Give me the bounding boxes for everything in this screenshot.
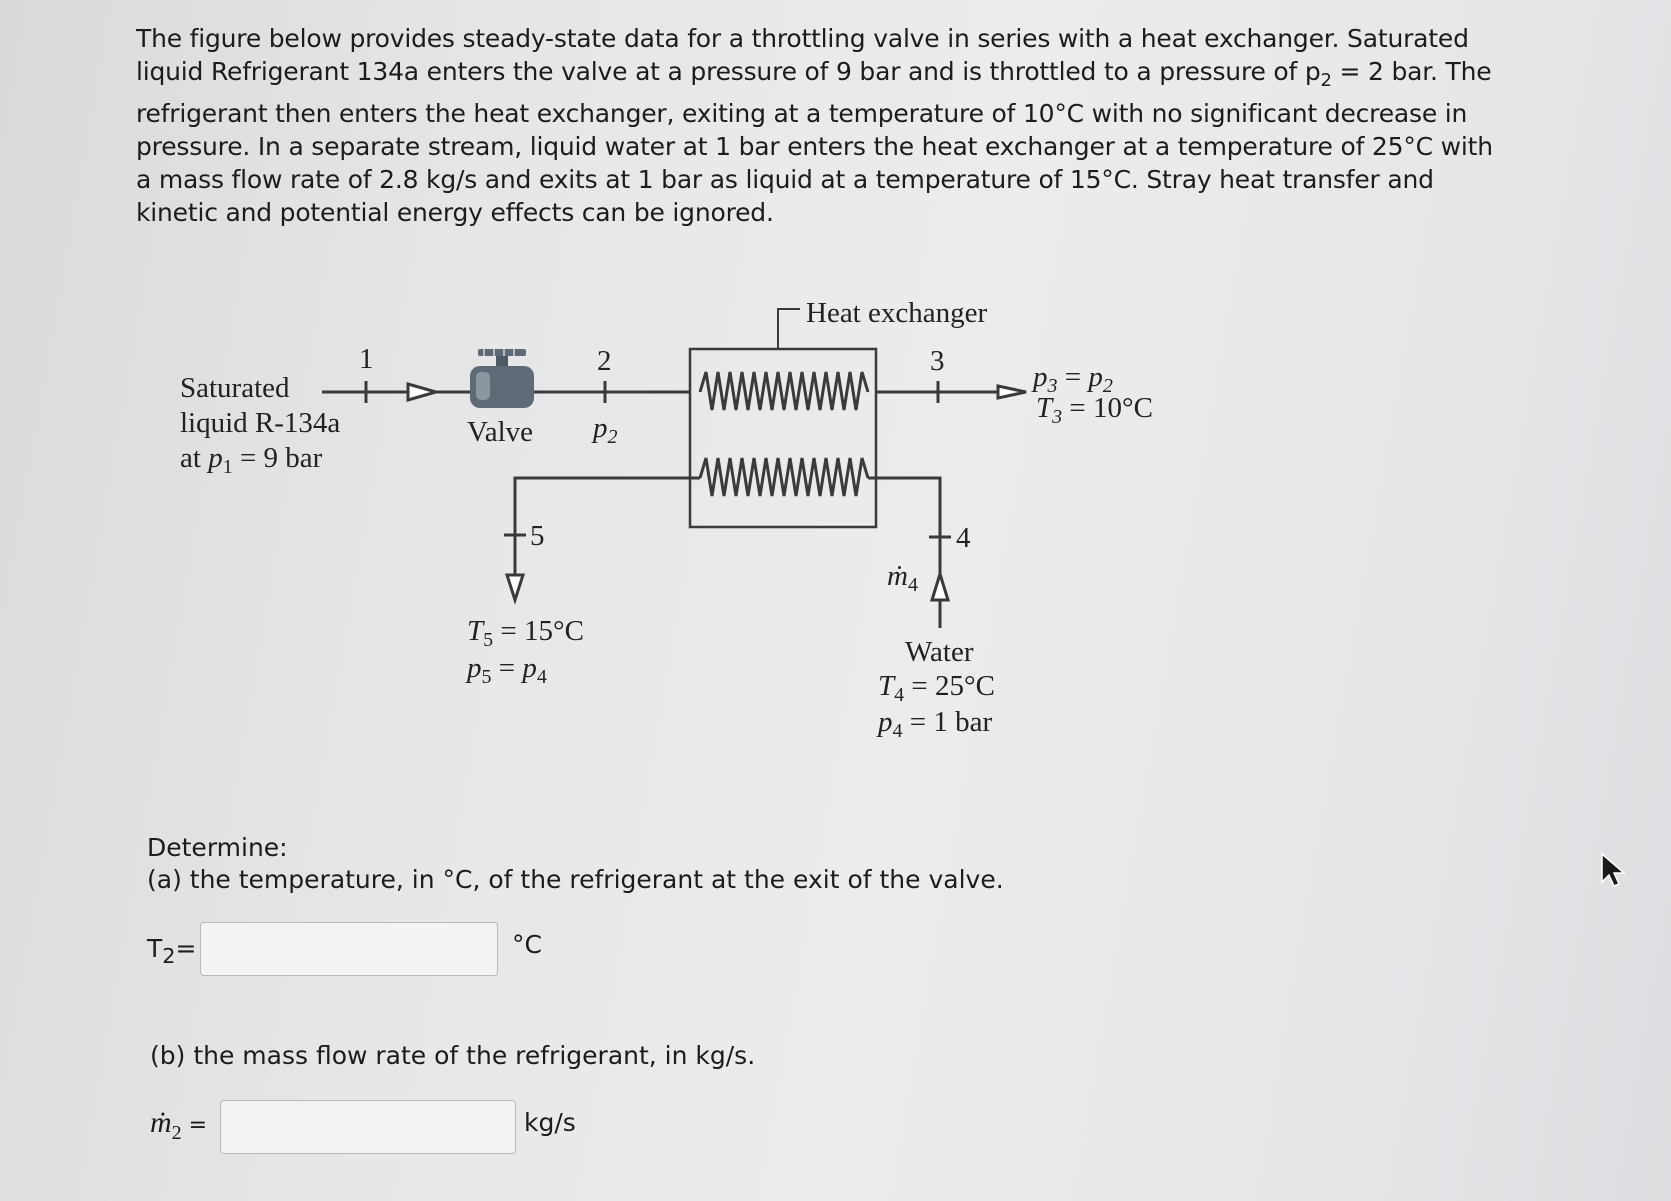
state-3-label: 3 [930, 345, 945, 377]
t2-label: $T_2=$ [147, 934, 197, 968]
inlet-label-line1: Saturated [180, 372, 290, 404]
m2-label: ṁ$_2$ = [150, 1106, 208, 1144]
water-mass-flow-label: ṁ$_4$ [887, 560, 918, 596]
heat-exchanger-label: Heat exchanger [806, 297, 988, 329]
inlet-label-line3: at $p_1 = 9$ bar [180, 442, 323, 478]
p2-label: $p_2$ [593, 412, 618, 448]
question-a: (a) the temperature, in °C, of the refrigerant at the exit of the valve. [147, 865, 1004, 894]
state-2-label: 2 [597, 345, 612, 377]
valve-icon [470, 349, 534, 408]
determine-heading: Determine: [147, 833, 288, 862]
t2-unit: °C [512, 930, 542, 959]
water-label: Water [905, 636, 974, 668]
outlet-pressure-label: $p_3 = p_2$ [1033, 361, 1113, 397]
valve-label: Valve [467, 416, 534, 448]
m2-unit: kg/s [524, 1108, 576, 1137]
inlet-label-line2: liquid R-134a [180, 407, 341, 439]
state-1-label: 1 [359, 343, 374, 375]
question-b: (b) the mass flow rate of the refrigerant, in kg/s. [150, 1041, 756, 1070]
t2-answer-input[interactable] [200, 922, 498, 976]
t4-label: $T_4 = 25^\circ C$ [878, 670, 995, 706]
t5-label: $T_5 = 15^\circ C$ [467, 615, 584, 651]
state-4-label: 4 [956, 522, 971, 554]
problem-statement: The figure below provides steady-state data for a throttling valve in series with a heat exchanger. Saturated liquid Refrigerant 134a enters the valve at a pressure of 9 bar and is throttled to a pressure of $p_2 = 2$ bar. The refrigerant then enters the heat exchanger, exiting at a temperature of 10°C with no significant decrease in pressure. In a separate stream, liquid water at 1 bar enters the heat exchanger at a temperature of 25°C with a mass flow rate of 2.8 kg/s and exits at 1 bar as liquid at a temperature of 15°C. Stray heat transfer and kinetic and potential energy effects can be ignored. [136, 24, 1493, 227]
p4-label: $p_4 = 1$ bar [878, 706, 993, 742]
mouse-cursor-icon [1598, 852, 1628, 888]
m2-answer-input[interactable] [220, 1100, 516, 1154]
p5-label: $p_5 = p_4$ [467, 652, 547, 688]
state-5-label: 5 [530, 520, 545, 552]
outlet-temperature-label: $T_3 = 10^\circ C$ [1036, 392, 1153, 428]
